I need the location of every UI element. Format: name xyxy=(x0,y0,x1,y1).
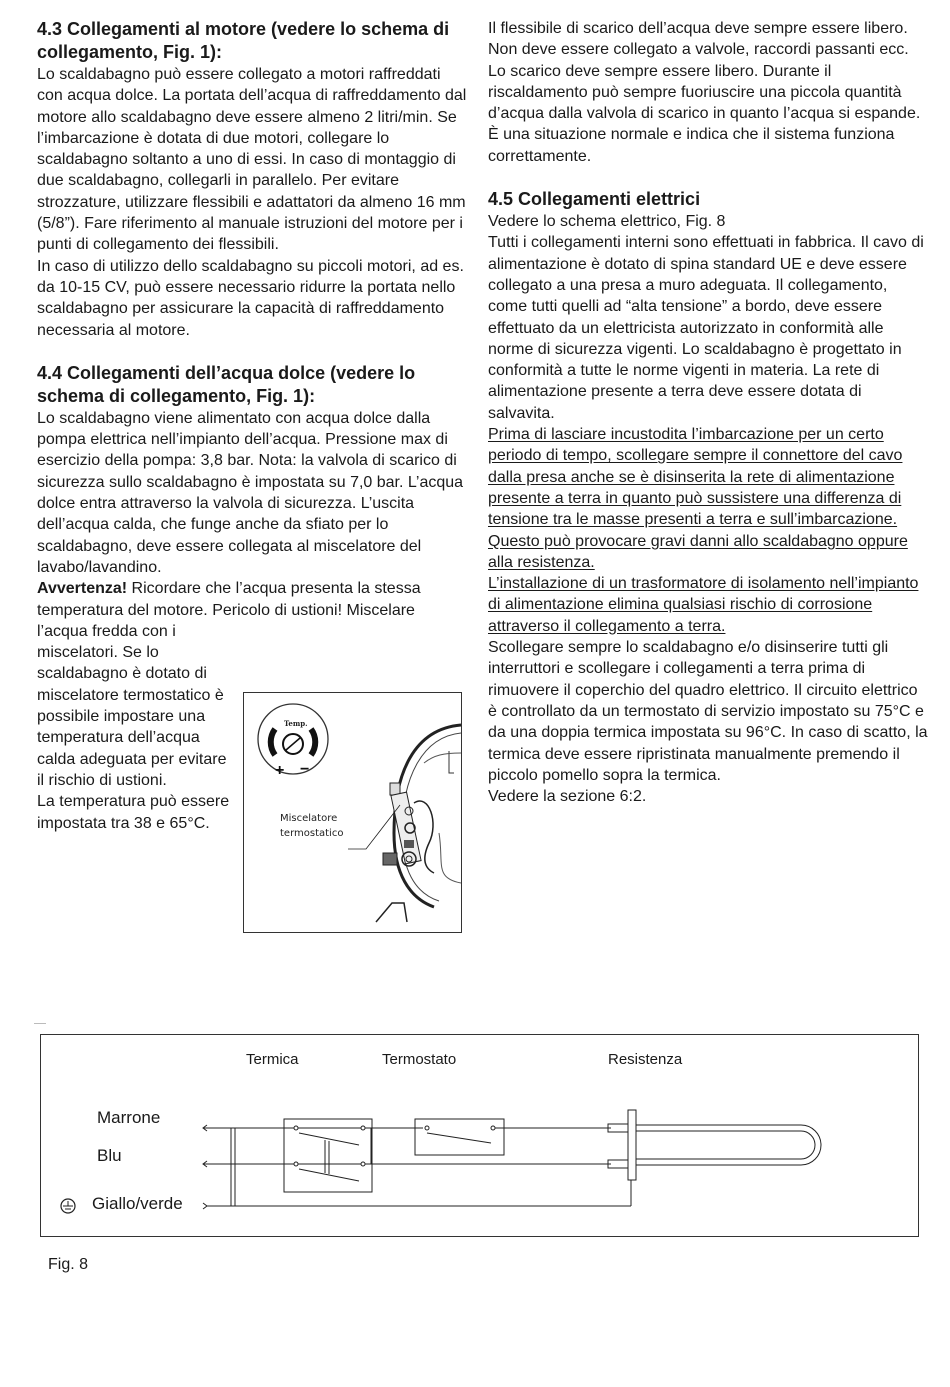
section-reference: Vedere la sezione 6:2. xyxy=(488,788,647,806)
warning-continuation: l’acqua fredda con i miscelatori. Se lo scaldabagno è dotato di miscelatore termostatico è possibile impostare una temperatura dell’acqua calda adeguata per evitare il rischio di ustioni. xyxy=(37,622,227,789)
section-4-5-paragraph-2: Scollegare sempre lo scaldabagno e/o disinserire tutti gli interruttori e scollegare i collegamenti a terra prima di rimuovere il coperchio del quadro elettrico. Il circuito elettrico è controllato da un termostato di servizio impostato su 75°C e da una doppia termica impostata su 96°C. In caso di scatto, la termica deve essere ripristinata manualmente premendo il piccolo pomello sopra la termica. xyxy=(488,639,928,784)
mixer-callout-line1: Miscelatore xyxy=(280,813,338,824)
shore-power-warning: Prima di lasciare incustodita l’imbarcazione per un certo periodo di tempo, scollegare sempre il connettore del cavo dalla presa anche se è disinserita la rete di alimentazione presente a terra in quanto può sussistere una differenza di tensione tra le masse presenti a terra e sull’imbarcazione. Questo può provocare gravi danni allo scaldabagno oppure alla resistenza. xyxy=(488,426,908,571)
section-4-3-paragraph-1: Lo scaldabagno può essere collegato a motori raffreddati con acqua dolce. La portata dell’acqua di raffreddamento dal motore allo scaldabagno deve essere almeno 2 litri/min. Se l’imbarcazione è dotata di due motori, collegare lo scaldabagno soltanto a uno di essi. In caso di montaggio di due scaldabagno, collegarli in parallelo. Per evitare strozzature, utilizzare flessibili e adattatori da almeno 16 mm (5/8”). Fare riferimento al manuale istruzioni del motore per i punti di collegamento dei flessibili. xyxy=(37,66,467,254)
label-termostato: Termostato xyxy=(382,1051,457,1068)
section-4-5-reference: Vedere lo schema elettrico, Fig. 8 xyxy=(488,213,726,231)
section-4-3-title: 4.3 Collegamenti al motore (vedere lo schema di collegamento, Fig. 1): xyxy=(37,19,450,62)
drain-paragraph: Il flessibile di scarico dell’acqua deve sempre essere libero. Non deve essere collegato a valvole, raccordi passanti ecc. Lo scarico deve sempre essere libero. Durante il riscaldamento può sempre fuoriuscire una piccola quantità d’acqua dalla valvola di scarico in quanto l’acqua si espande. È una situazione normale e indica che il sistema funziona correttamente. xyxy=(488,20,921,165)
section-4-3-paragraph-2: In caso di utilizzo dello scaldabagno su piccoli motori, ad es. da 10-15 CV, può essere necessario ridurre la portata nello scaldabagno per assicurare la capacità di raffreddamento necessaria al motore. xyxy=(37,257,464,339)
section-4-4-paragraph-1: Lo scaldabagno viene alimentato con acqua dolce dalla pompa elettrica nell’impianto dell’acqua. Pressione max di esercizio della pompa: 3,8 bar. Nota: la valvola di scarico di sicurezza sullo scaldabagno è impostata su 7,0 bar. L’acqua dolce entra attraverso la valvola di sicurezza. L’uscita dell’acqua calda, che funge anche da sfiato per lo scaldabagno, deve essere collegata al miscelatore del lavabo/lavandino. xyxy=(37,409,464,576)
label-giallo-verde: Giallo/verde xyxy=(92,1194,183,1213)
thermostatic-mixer-figure xyxy=(243,692,462,933)
section-4-4-title: 4.4 Collegamenti dell’acqua dolce (vedere lo schema di collegamento, Fig. 1): xyxy=(37,362,416,406)
warning-label: Avvertenza! xyxy=(37,580,128,598)
wiring-diagram xyxy=(40,1034,919,1237)
wiring-schematic xyxy=(41,1035,918,1236)
mixer-illustration xyxy=(244,693,461,932)
minus-sign: − xyxy=(300,761,310,778)
plus-sign: + xyxy=(275,762,285,779)
figure-caption: Fig. 8 xyxy=(48,1256,89,1273)
isolation-transformer-note: L’installazione di un trasformatore di isolamento nell’impianto di alimentazione elimina qualsiasi rischio di corrosione attraverso il collegamento a terra. xyxy=(488,575,919,635)
section-4-5-title: 4.5 Collegamenti elettrici xyxy=(488,189,701,210)
divider xyxy=(34,1023,46,1024)
warning-paragraph xyxy=(37,578,469,621)
label-termica: Termica xyxy=(246,1051,299,1068)
warning-text: Ricordare che l’acqua presenta la stessa temperatura del motore. Pericolo di ustioni! Miscelare xyxy=(37,580,421,619)
temperature-range: La temperatura può essere impostata tra 38 e 65°C. xyxy=(37,793,230,832)
label-resistenza: Resistenza xyxy=(608,1051,683,1068)
label-blu: Blu xyxy=(97,1146,122,1165)
label-marrone: Marrone xyxy=(97,1108,161,1127)
right-column xyxy=(488,18,928,807)
mixer-callout-line2: termostatico xyxy=(280,828,344,839)
knob-label: Temp. xyxy=(284,719,308,728)
section-4-5-paragraph-1: Tutti i collegamenti interni sono effettuati in fabbrica. Il cavo di alimentazione è dotato di spina standard UE e deve essere collegato a una presa a muro adeguata. Il collegamento, come tutti quelli ad “alta tensione” a bordo, deve essere effettuato da un elettricista autorizzato in conformità alle norme di sicurezza vigenti. Lo scaldabagno è progettato in conformità a tutte le norme vigenti in materia. La rete di alimentazione presente a terra deve essere dotata di salvavita. xyxy=(488,234,924,422)
